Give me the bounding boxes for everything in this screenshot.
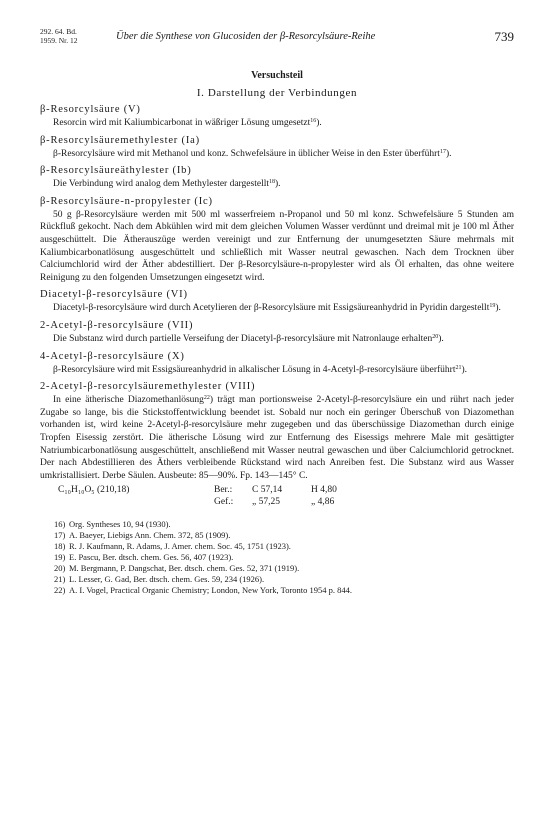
journal-page xyxy=(40,26,514,596)
compound-text: β-Resorcylsäure wird mit Methanol und konz. Schwefelsäure in üblicher Weise in den Ester überführt$^{17}$). xyxy=(53,148,452,159)
calculated-label: Ber.: xyxy=(214,485,233,496)
found-hydrogen: „ 4,86 xyxy=(311,497,335,508)
compound-text: Die Substanz wird durch partielle Verseifung der Diacetyl-β-resorcylsäure mit Natronlauge erhalten$^{20}$). xyxy=(53,333,444,344)
page-number: 739 xyxy=(494,29,514,44)
footnote: 19) E. Pascu, Ber. dtsch. chem. Ges. 56, 407 (1923). xyxy=(54,552,234,563)
footnote: 20) M. Bergmann, P. Dangschat, Ber. dtsch. chem. Ges. 52, 371 (1919). xyxy=(54,563,300,574)
compound-heading: β-Resorcylsäuremethylester (Ia) xyxy=(40,134,200,146)
compound-text: Die Verbindung wird analog dem Methylester dargestellt$^{18}$). xyxy=(53,179,281,190)
compound-text: In eine ätherische Diazomethanlösung$^{22}$) trägt man portionsweise 2-Acetyl-β-resorcylsäure ein und rührt nach jeder Zugabe so lange, bis die Stickstoffentwicklung beendet ist. Sobald nur noch ein geringer Überschuß von Diazomethan vorhanden ist, wird keine 2-Acetyl-β-resorcylsäure mehr zugegeben und das überschüssige Diazomethan durch einige Tropfen Eisessig zerstört. Die ätherische Lösung wird zur Entfernung des Eisessigs mehrere Male mit gesättigter Natriumbicarbonatlösung ausgeschüttelt, anschließend mit Wasser neutral gewaschen und über Calciumchlorid getrocknet. Der nach Abdestillieren des Äthers verbleibende Rückstand wird nach Anreiben fest. Die Substanz wird aus Wasser umkristallisiert. Derbe Säulen. Ausbeute: 85—90%. Fp. 143—145° C. xyxy=(40,395,514,481)
footnote-ref[interactable]: 21 xyxy=(455,364,462,371)
footnote-ref[interactable]: 20 xyxy=(432,333,439,340)
compound-text: 50 g β-Resorcylsäure werden mit 500 ml wasserfreiem n-Propanol und 50 ml konz. Schwefelsäure 5 Stunden am Rückfluß gekocht. Nach dem Abkühlen wird mit dem gleichen Volumen Wasser verdünnt und dreimal mit je 100 ml Äther ausgeschüttelt. Die Ätherauszüge werden vereinigt und zur Entfernung der unumgesetzten Säure mehrmals mit Kaliumbicarbonatlösung ausgeschüttelt und schließlich mit Wasser neutral gewaschen. Nach dem Trocknen über Calciumchlorid wird der Äther abdestilliert. Der β-Resorcylsäure-n-propylester wird als Öl erhalten, das ohne weitere Reinigung zu den folgenden Umsetzungen eingesetzt wird. xyxy=(40,209,514,283)
journal-volume xyxy=(40,28,78,45)
compound-heading: 4-Acetyl-β-resorcylsäure (X) xyxy=(40,350,185,362)
compound-heading: β-Resorcylsäure (V) xyxy=(40,104,141,115)
compound-text: β-Resorcylsäure wird mit Essigsäureanhydrid in alkalischer Lösung in 4-Acetyl-β-resorcylsäure überführt$^{21}$). xyxy=(53,364,468,375)
found-label: Gef.: xyxy=(214,497,234,508)
compound-heading: β-Resorcylsäure-n-propylester (Ic) xyxy=(40,195,213,207)
calculated-hydrogen: H 4,80 xyxy=(311,485,337,496)
footnote: 16) Org. Syntheses 10, 94 (1930). xyxy=(54,519,171,530)
elemental-analysis xyxy=(40,484,514,510)
compound-text: Diacetyl-β-resorcylsäure wird durch Acetylieren der β-Resorcylsäure mit Essigsäureanhydrid in Pyridin dargestellt$^{19}$). xyxy=(53,303,501,314)
footnote-ref[interactable]: 18 xyxy=(269,179,275,186)
compound-heading: β-Resorcylsäureäthylester (Ib) xyxy=(40,165,192,177)
footnote: 17) A. Baeyer, Liebigs Ann. Chem. 372, 85 (1909). xyxy=(54,530,231,541)
journal-line-1: 292. 64. Bd. xyxy=(40,27,77,36)
footnote-ref[interactable]: 16 xyxy=(310,118,317,124)
footnote: 18) R. J. Kaufmann, R. Adams, J. Amer. chem. Soc. 45, 1751 (1923). xyxy=(54,541,291,552)
compound-heading: 2-Acetyl-β-resorcylsäuremethylester (VIII) xyxy=(40,381,256,393)
compound-heading: 2-Acetyl-β-resorcylsäure (VII) xyxy=(40,319,194,331)
footnote: 21) L. Lesser, G. Gad, Ber. dtsch. chem. Ges. 59, 234 (1926). xyxy=(54,574,265,585)
subsection-title: I. Darstellung der Verbindungen xyxy=(196,87,358,99)
running-title: Über die Synthese von Glucosiden der β-Resorcylsäure-Reihe xyxy=(116,31,376,42)
section-title: Versuchsteil xyxy=(251,70,303,81)
calculated-carbon: C 57,14 xyxy=(252,485,283,496)
footnote: 22) A. I. Vogel, Practical Organic Chemistry; London, New York, Toronto 1954 p. 844. xyxy=(54,585,353,596)
journal-line-2: 1959. Nr. 12 xyxy=(40,35,78,45)
molecular-formula: C₁₀H₁₀O₅ (210,18) xyxy=(58,485,130,496)
footnote-ref[interactable]: 17 xyxy=(439,148,446,155)
compound-heading: Diacetyl-β-resorcylsäure (VI) xyxy=(40,289,188,301)
footnote-ref[interactable]: 19 xyxy=(489,303,496,310)
compound-text: Resorcin wird mit Kaliumbicarbonat in wäßriger Lösung umgesetzt$^{16}$). xyxy=(53,118,322,128)
found-carbon: „ 57,25 xyxy=(252,497,280,508)
running-header xyxy=(40,26,514,52)
footnote-ref[interactable]: 22 xyxy=(203,395,210,402)
footnotes xyxy=(40,519,514,596)
